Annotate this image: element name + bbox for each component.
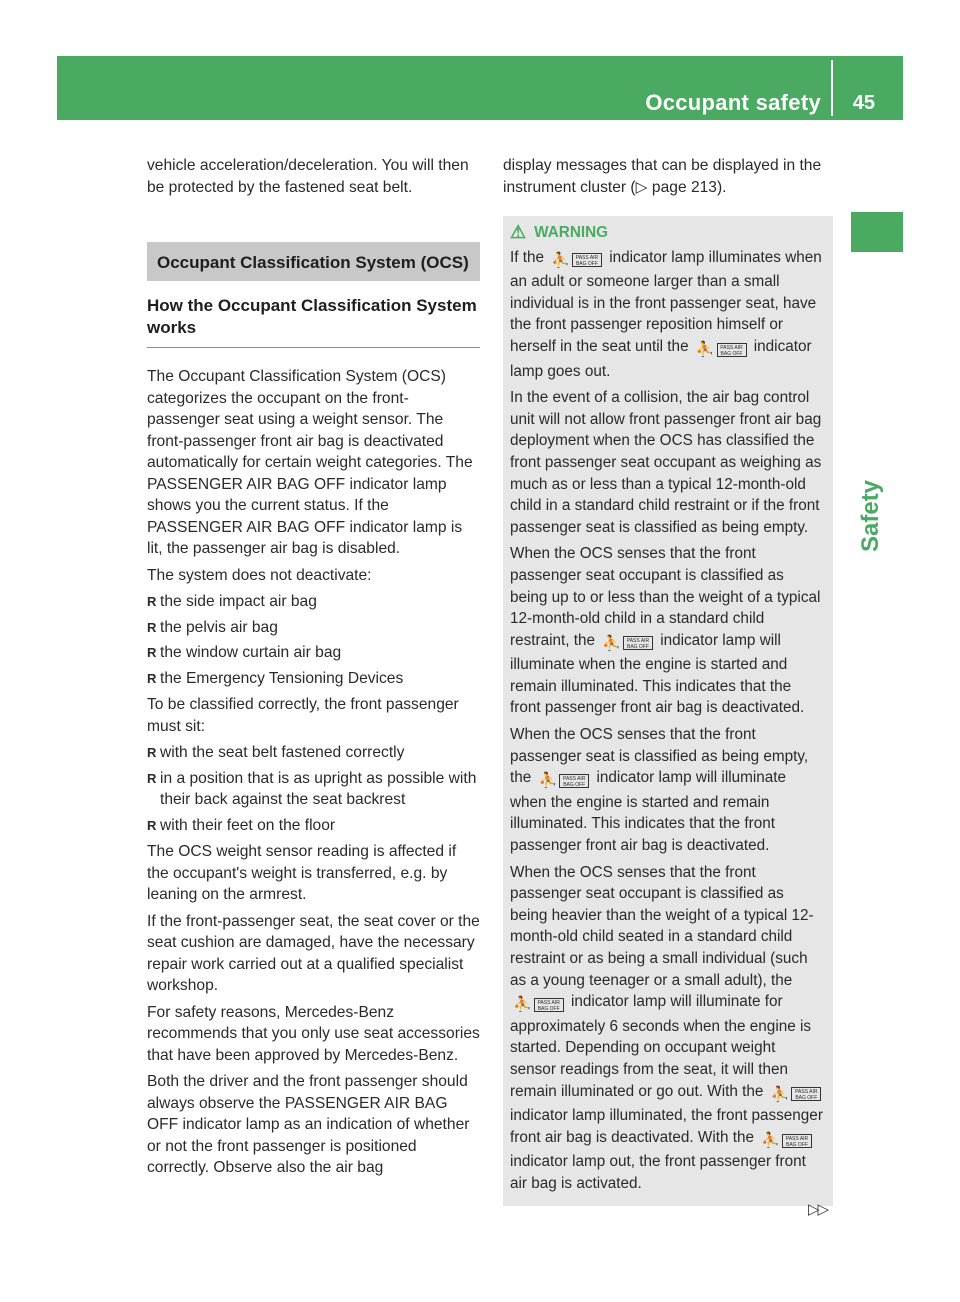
bullet-list: [147, 591, 480, 689]
warning-header: [510, 222, 825, 244]
page-number: 45: [852, 92, 875, 114]
seat-occupant-icon: ⛹: [695, 340, 715, 358]
warning-triangle-icon: ⚠: [510, 222, 527, 242]
text-run: When the OCS senses that the front passenger seat occupant is classified as being heavier than the weight of a typical 12-month-old child seated in a standard child restraint or as being a small individual (such as a young teenager or a small adult), the: [510, 863, 814, 989]
text-run: indicator lamp will illuminate when the engine is started and remain illuminated. This indicates that the front passenger front air bag is deactivated.: [510, 631, 805, 717]
page-section-title: Occupant safety: [645, 90, 821, 115]
text-run: When the OCS senses that the front passenger seat occupant is classified as being up to or less than the weight of a typical 12-month-old child in a standard child restraint, the: [510, 545, 821, 649]
paragraph: The OCS weight sensor reading is affected if the occupant's weight is transferred, e.g. by leaning on the armrest.: [147, 843, 457, 903]
list-item-text: the pelvis air bag: [160, 618, 278, 636]
list-item: [147, 668, 480, 690]
warning-paragraph: [510, 862, 825, 1195]
warning-paragraph: [510, 247, 825, 383]
section-heading: Occupant Classification System (OCS): [147, 242, 480, 281]
airbag-off-lamp-icon: [513, 994, 564, 1016]
text-run: page 213).: [647, 178, 727, 196]
header-divider: [831, 60, 833, 116]
bullet-list: [147, 742, 480, 836]
warning-paragraph: In the event of a collision, the air bag control unit will not allow front passenger front air bag deployment when the OCS has classified the front passenger seat occupant as weighing as much as or less than a typical 12-month-old child in a standard child restraint or if the front passenger seat is classified as being empty.: [510, 389, 822, 536]
intro-paragraph: [503, 155, 833, 198]
seat-occupant-icon: ⛹: [513, 996, 532, 1014]
list-item: [147, 617, 480, 639]
paragraph: To be classified correctly, the front passenger must sit:: [147, 696, 459, 735]
paragraph: The system does not deactivate:: [147, 566, 372, 584]
airbag-off-lamp-icon: [551, 250, 602, 272]
pass-airbag-off-tag: PASS AIR BAG OFF: [572, 253, 602, 267]
airbag-off-lamp-icon: [696, 339, 747, 361]
warning-box: [503, 216, 833, 1206]
side-tab-label: Safety: [857, 479, 884, 552]
seat-occupant-icon: ⛹: [602, 634, 621, 652]
pass-airbag-off-tag: PASS AIR BAG OFF: [559, 774, 589, 788]
side-tab: [851, 212, 903, 1302]
paragraph: The Occupant Classification System (OCS) categorizes the occupant on the front-passenger seat using a weight sensor. The front-passenger front air bag is deactivated automatically for certain weight categories. The PASSENGER AIR BAG OFF indicator lamp shows you the current status. If the PASSENGER AIR BAG OFF indicator lamp is lit, the passenger air bag is disabled.: [147, 368, 473, 557]
list-item: [147, 742, 480, 764]
list-item-text: with the seat belt fastened correctly: [160, 744, 405, 761]
seat-occupant-icon: ⛹: [538, 772, 558, 790]
paragraph: Both the driver and the front passenger should always observe the PASSENGER AIR BAG OFF indicator lamp as an indication of whether or not the front passenger is positioned correctly. Observe also the air bag: [147, 1073, 470, 1176]
paragraph: If the front-passenger seat, the seat cover or the seat cushion are damaged, have the necessary repair work carried out at a qualified specialist workshop.: [147, 912, 480, 994]
pass-airbag-off-tag: PASS AIR BAG OFF: [782, 1134, 812, 1148]
pass-airbag-off-tag: PASS AIR BAG OFF: [623, 636, 653, 650]
text-run: indicator lamp will illuminate for approximately 6 seconds when the engine is started. Depending on occupant weight sensor readings from the seat, it will then remain illuminated or go out. With the: [510, 993, 812, 1100]
bullet-icon: R: [147, 670, 157, 686]
paragraph: For safety reasons, Mercedes-Benz recommends that you only use seat accessories that have been approved by Mercedes-Benz.: [147, 1003, 480, 1064]
warning-title: WARNING: [534, 224, 609, 241]
text-run: When the OCS senses that the front passenger seat is classified as being empty, the: [510, 726, 809, 787]
intro-paragraph: vehicle acceleration/deceleration. You will then be protected by the fastened seat belt.: [147, 157, 469, 196]
seat-occupant-icon: ⛹: [551, 251, 570, 269]
bullet-icon: R: [147, 745, 157, 760]
list-item-text: the Emergency Tensioning Devices: [160, 669, 404, 687]
list-item-text: the window curtain air bag: [160, 644, 342, 661]
warning-paragraph: [510, 724, 825, 857]
bullet-icon: R: [147, 817, 157, 833]
list-item-text: the side impact air bag: [160, 593, 317, 610]
pass-airbag-off-tag: PASS AIR BAG OFF: [717, 343, 747, 357]
list-item: [147, 642, 480, 664]
bullet-icon: R: [147, 645, 157, 660]
text-run: indicator lamp illuminated, the front passenger front air bag is deactivated. With the: [510, 1107, 823, 1146]
list-item: [147, 815, 480, 837]
list-item-text: in a position that is as upright as possible with their back against the seat backrest: [160, 769, 477, 808]
list-item-text: with their feet on the floor: [160, 816, 336, 834]
airbag-off-lamp-icon: [602, 633, 653, 655]
page-ref-arrow-icon: ▷: [635, 178, 648, 196]
pass-airbag-off-tag: PASS AIR BAG OFF: [534, 998, 564, 1012]
text-run: indicator lamp goes out.: [510, 337, 812, 380]
header-bar: [57, 56, 903, 120]
text-run: indicator lamp out, the front passenger front air bag is activated.: [510, 1153, 806, 1192]
text-run: indicator lamp illuminates when an adult or someone larger than a small individual is in the front passenger seat, have the front passenger reposition himself or herself in the seat until the: [510, 248, 822, 355]
seat-occupant-icon: ⛹: [770, 1085, 790, 1103]
text-run: display messages that can be displayed in the instrument cluster (: [503, 157, 822, 196]
airbag-off-lamp-icon: [539, 770, 590, 792]
bullet-icon: R: [147, 770, 157, 786]
text-run: If the: [510, 248, 545, 266]
text-run: indicator lamp will illuminate when the engine is started and remain illuminated. This indicates that the front passenger front air bag is deactivated.: [510, 769, 787, 855]
bullet-icon: R: [147, 594, 157, 609]
subheading: How the Occupant Classification System works: [147, 281, 480, 348]
pass-airbag-off-tag: PASS AIR BAG OFF: [791, 1087, 821, 1101]
bullet-icon: R: [147, 619, 157, 635]
side-tab-marker: [851, 212, 903, 252]
list-item: [147, 591, 480, 613]
right-column: [503, 155, 833, 1206]
warning-paragraph: [510, 543, 825, 719]
seat-occupant-icon: ⛹: [761, 1131, 780, 1149]
list-item: [147, 768, 480, 811]
left-column: [147, 155, 480, 1184]
continue-arrow-icon: ▷▷: [808, 1201, 828, 1218]
airbag-off-lamp-icon: [761, 1130, 812, 1152]
airbag-off-lamp-icon: [771, 1084, 822, 1106]
